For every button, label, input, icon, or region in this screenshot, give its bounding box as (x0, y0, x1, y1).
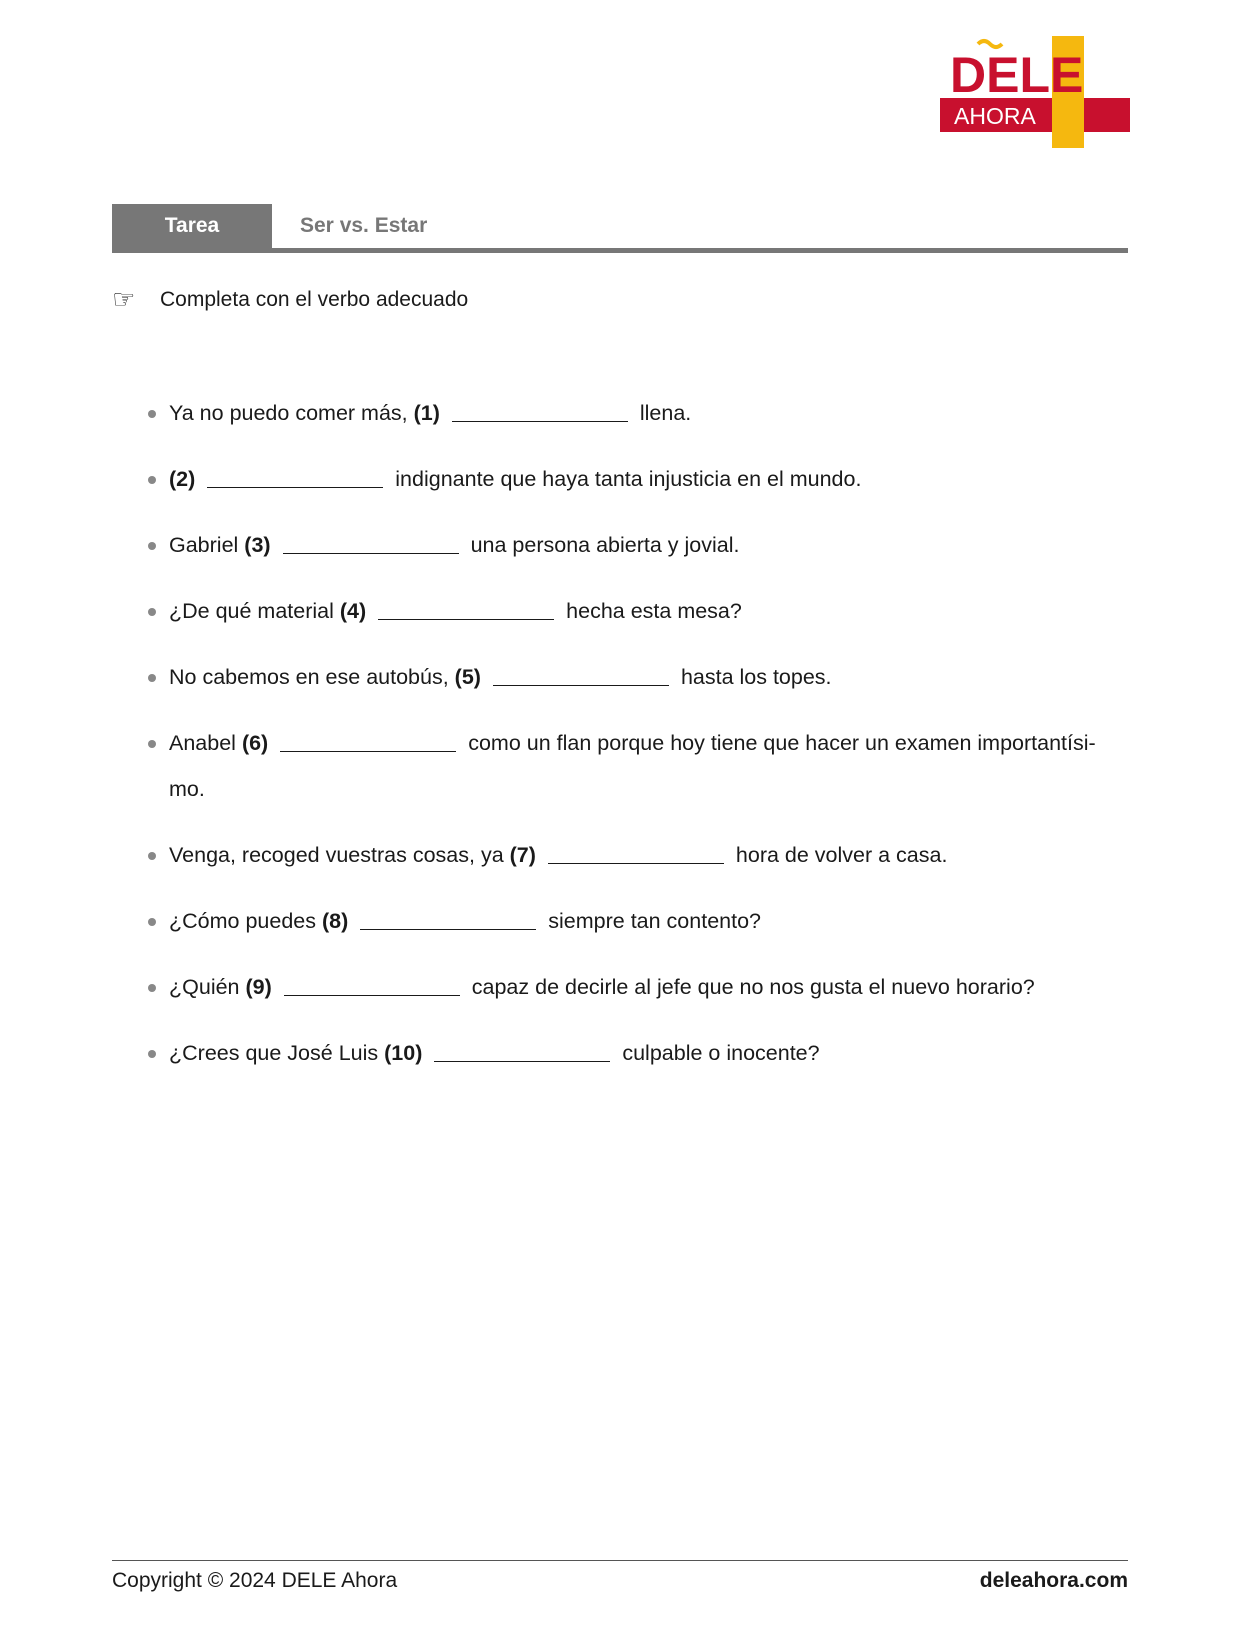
item-number: (4) (339, 599, 367, 623)
item-text-after: llena. (639, 401, 692, 425)
answer-blank[interactable] (360, 907, 536, 930)
answer-blank[interactable] (207, 465, 383, 488)
item-number: (8) (321, 909, 349, 933)
item-number: (1) (413, 401, 440, 425)
exercise-item (112, 522, 1128, 568)
bullet-icon (148, 918, 156, 926)
instruction-text: Completa con el verbo adecuado (160, 288, 469, 311)
item-text-before: No cabemos en ese autobús, (169, 665, 449, 689)
item-text-before: ¿De qué material (169, 599, 334, 623)
exercise-item (112, 588, 1128, 634)
answer-blank[interactable] (280, 729, 456, 752)
bullet-icon (148, 542, 156, 550)
copyright-text: Copyright © 2024 DELE Ahora (112, 1569, 398, 1592)
logo-title: DELE (950, 47, 1084, 103)
item-number: (2) (169, 467, 196, 491)
item-text-before: Ya no puedo comer más, (169, 401, 408, 425)
item-text-after: una persona abierta y jovial. (470, 533, 740, 557)
item-text-after: hora de volver a casa. (735, 843, 948, 867)
answer-blank[interactable] (452, 399, 628, 422)
item-text-after: hecha esta mesa? (566, 599, 742, 623)
instruction (112, 284, 468, 316)
bullet-icon (148, 674, 156, 682)
footer-row (112, 1569, 1128, 1593)
bullet-icon (148, 410, 156, 418)
task-tab-label: Tarea (112, 204, 272, 248)
item-text-after: siempre tan contento? (548, 909, 761, 933)
exercise-item (112, 964, 1128, 1010)
answer-blank[interactable] (434, 1039, 610, 1062)
item-text-before: Anabel (169, 731, 236, 755)
item-text-before: ¿Quién (169, 975, 240, 999)
exercise-item (112, 720, 1128, 812)
exercise-list (112, 390, 1128, 1096)
item-number: (9) (245, 975, 272, 999)
item-number: (7) (509, 843, 536, 867)
exercise-item (112, 1030, 1128, 1076)
answer-blank[interactable] (493, 663, 669, 686)
exercise-item (112, 390, 1128, 436)
item-text-after: capaz de decirle al jefe que no nos gusta el nuevo horario? (471, 975, 1035, 999)
item-text-before: ¿Crees que José Luis (169, 1041, 379, 1065)
item-number: (3) (244, 533, 271, 557)
item-text-after: hasta los topes. (680, 665, 832, 689)
item-number: (5) (454, 665, 481, 689)
bullet-icon (148, 740, 156, 748)
task-header (112, 204, 1128, 252)
footer-divider (112, 1560, 1128, 1561)
page-footer (112, 1560, 1128, 1593)
answer-blank[interactable] (284, 973, 460, 996)
logo-subtitle: AHORA (954, 103, 1036, 129)
item-text-before: Venga, recoged vuestras cosas, ya (169, 843, 504, 867)
bullet-icon (148, 852, 156, 860)
item-number: (6) (241, 731, 269, 755)
exercise-item (112, 832, 1128, 878)
exercise-item (112, 898, 1128, 944)
site-link[interactable]: deleahora.com (979, 1569, 1128, 1592)
item-text-after: como un flan porque hoy tiene que hacer un examen importantísi-mo. (169, 731, 1096, 801)
answer-blank[interactable] (283, 531, 459, 554)
item-text-before: Gabriel (169, 533, 239, 557)
answer-blank[interactable] (548, 841, 724, 864)
item-text-after: indignante que haya tanta injusticia en el mundo. (395, 467, 862, 491)
item-number: (10) (384, 1041, 423, 1065)
item-text-before: ¿Cómo puedes (169, 909, 316, 933)
bullet-icon (148, 1050, 156, 1058)
exercise-item (112, 456, 1128, 502)
bullet-icon (148, 608, 156, 616)
dele-ahora-logo (940, 36, 1130, 156)
bullet-icon (148, 476, 156, 484)
pointing-hand-icon: ☞ (112, 285, 136, 315)
logo-graphic (940, 36, 1130, 156)
exercise-item (112, 654, 1128, 700)
header-divider (112, 248, 1128, 253)
item-text-after: culpable o inocente? (622, 1041, 820, 1065)
bullet-icon (148, 984, 156, 992)
logo-yellow-overlap (1052, 98, 1084, 132)
answer-blank[interactable] (378, 597, 554, 620)
topic-title: Ser vs. Estar (300, 214, 428, 237)
